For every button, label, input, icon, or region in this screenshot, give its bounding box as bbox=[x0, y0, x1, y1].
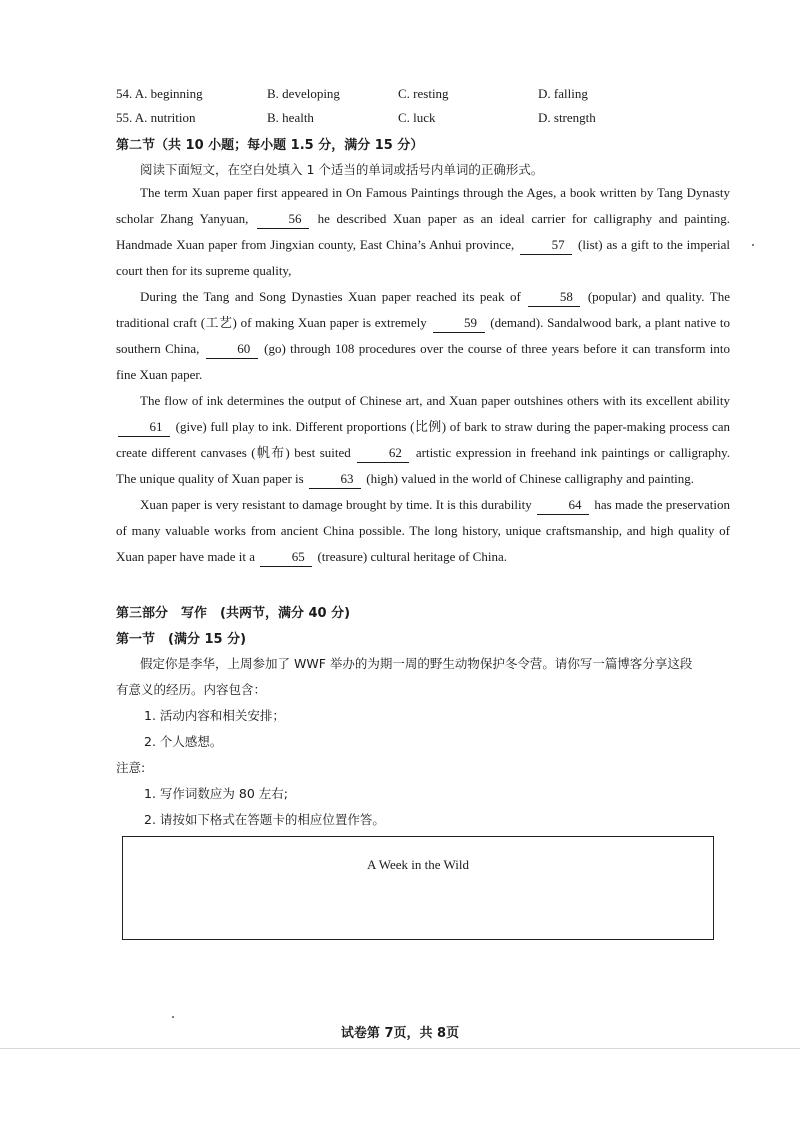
option-a: 54. A. beginning bbox=[116, 86, 203, 101]
page-footer: 试卷第 7页，共 8页 bbox=[340, 1026, 460, 1041]
passage-text: (demand). Sandalwood bark, a plant native to southern China, bbox=[116, 315, 731, 356]
passage-text: (give) full play to ink. Different proportions (比例) of bark to straw during the paper-making process can create different canvases (帆布) best suited bbox=[116, 419, 731, 460]
paragraph-3 bbox=[116, 388, 730, 492]
essay-format-box bbox=[122, 836, 714, 940]
question-55-options bbox=[116, 110, 716, 130]
passage-text: (list) as a gift to the imperial court then for its supreme quality, bbox=[116, 237, 730, 278]
note-2: 2. 请按如下格式在答题卡的相应位置作答。 bbox=[144, 812, 385, 827]
writing-prompt-line-1: 假定你是李华，上周参加了 WWF 举办的为期一周的野生动物保护冬令营。请你写一篇博客分享这段 bbox=[140, 656, 693, 671]
passage-text: Xuan paper is very resistant to damage brought by time. It is this durability bbox=[140, 497, 532, 512]
passage-text: The flow of ink determines the output of Chinese art, and Xuan paper outshines others with its excellent ability bbox=[140, 393, 730, 408]
blank-58: 58 bbox=[528, 288, 580, 307]
blank-60: 60 bbox=[206, 340, 258, 359]
scan-speck bbox=[172, 1016, 174, 1018]
writing-prompt-line-2: 有意义的经历。内容包含： bbox=[116, 682, 267, 697]
section-2-heading: 第二节（共 10 小题；每小题 1.5 分，满分 15 分） bbox=[116, 138, 424, 153]
option-b: B. developing bbox=[267, 86, 340, 101]
blank-64: 64 bbox=[537, 496, 589, 515]
writing-item-2: 2. 个人感想。 bbox=[144, 734, 223, 749]
blank-65: 65 bbox=[260, 548, 312, 567]
paragraph-1 bbox=[116, 180, 730, 284]
option-b: B. health bbox=[267, 110, 314, 125]
blank-63: 63 bbox=[309, 470, 361, 489]
passage-text: he described Xuan paper as an ideal carrier for calligraphy and painting. Handmade Xuan paper from Jingxian county, East China’s Anhui province, bbox=[116, 211, 731, 252]
option-a: 55. A. nutrition bbox=[116, 110, 196, 125]
part-3-heading: 第三部分 写作 (共两节，满分 40 分) bbox=[116, 606, 351, 621]
option-c: C. resting bbox=[398, 86, 449, 101]
blank-61: 61 bbox=[118, 418, 170, 437]
passage-text: (treasure) cultural heritage of China. bbox=[317, 549, 507, 564]
blank-57: 57 bbox=[520, 236, 572, 255]
blank-59: 59 bbox=[433, 314, 485, 333]
blank-62: 62 bbox=[357, 444, 409, 463]
writing-item-1: 1. 活动内容和相关安排； bbox=[144, 708, 285, 723]
writing-section-1-heading: 第一节 (满分 15 分) bbox=[116, 632, 247, 647]
passage-text: artistic expression in freehand ink paintings or calligraphy. The unique quality of Xuan paper is bbox=[116, 445, 731, 486]
option-c: C. luck bbox=[398, 110, 436, 125]
essay-title: A Week in the Wild bbox=[367, 857, 469, 872]
passage-text: During the Tang and Song Dynasties Xuan paper reached its peak of bbox=[140, 289, 521, 304]
section-2-instruction: 阅读下面短文，在空白处填入 1 个适当的单词或括号内单词的正确形式。 bbox=[140, 162, 544, 177]
option-d: D. strength bbox=[538, 110, 596, 125]
paragraph-2 bbox=[116, 284, 730, 388]
option-d: D. falling bbox=[538, 86, 588, 101]
note-label: 注意: bbox=[116, 760, 146, 775]
passage bbox=[116, 180, 730, 570]
passage-text: (popular) and quality. The traditional craft (工艺) of making Xuan paper is extremely bbox=[116, 289, 730, 330]
scan-edge-line bbox=[0, 1048, 800, 1049]
passage-text: has made the preservation of many valuable works from ancient China possible. The long history, unique craftsmanship, and high quality of Xuan paper have made it a bbox=[116, 497, 730, 564]
blank-56: 56 bbox=[257, 210, 309, 229]
note-1: 1. 写作词数应为 80 左右; bbox=[144, 786, 288, 801]
question-54-options bbox=[116, 86, 716, 106]
passage-text: (high) valued in the world of Chinese calligraphy and painting. bbox=[366, 471, 695, 486]
scan-speck bbox=[752, 244, 754, 246]
passage-text: (go) through 108 procedures over the course of three years before it can transform into fine Xuan paper. bbox=[116, 341, 731, 382]
passage-text: The term Xuan paper first appeared in On Famous Paintings through the Ages, a book written by Tang Dynasty scholar Zhang Yanyuan, bbox=[116, 185, 730, 226]
paragraph-4 bbox=[116, 492, 730, 570]
